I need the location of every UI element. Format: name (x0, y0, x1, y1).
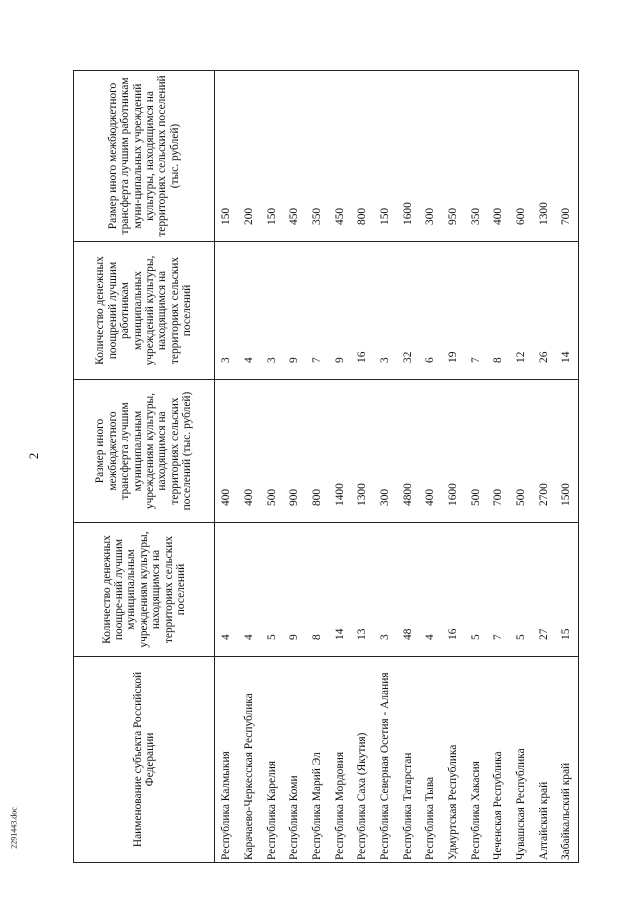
cell-worker-transfer-amount: 300 (419, 71, 442, 242)
cell-institution-awards-count: 3 (374, 523, 397, 657)
page-number: 2 (26, 452, 41, 460)
budget-transfer-table (73, 70, 579, 863)
cell-worker-awards-count: 6 (419, 242, 442, 380)
document-code: 2291443.doc (9, 807, 19, 849)
cell-worker-awards-count: 7 (465, 242, 488, 380)
header-worker-awards-count: Количество денежных поощрений лучшим работникам муниципальных учреждений культуры, находящимся на территориях сельских поселений (74, 242, 215, 380)
table-row (328, 71, 351, 863)
cell-institution-transfer-amount: 400 (419, 380, 442, 523)
cell-worker-transfer-amount: 700 (555, 71, 578, 242)
cell-institution-transfer-amount: 1600 (442, 380, 465, 523)
cell-institution-transfer-amount: 4800 (397, 380, 420, 523)
cell-region-name: Республика Саха (Якутия) (351, 657, 374, 863)
cell-region-name: Республика Марий Эл (306, 657, 329, 863)
cell-institution-transfer-amount: 1300 (351, 380, 374, 523)
cell-institution-awards-count: 5 (260, 523, 283, 657)
cell-worker-transfer-amount: 1600 (397, 71, 420, 242)
header-subject-name: Наименование субъекта Российской Федерации (74, 657, 215, 863)
cell-worker-awards-count: 16 (351, 242, 374, 380)
table-row (260, 71, 283, 863)
cell-region-name: Республика Татарстан (397, 657, 420, 863)
cell-worker-awards-count: 12 (510, 242, 533, 380)
cell-institution-awards-count: 4 (215, 523, 238, 657)
cell-institution-awards-count: 5 (510, 523, 533, 657)
cell-region-name: Республика Северная Осетия - Алания (374, 657, 397, 863)
cell-region-name: Чувашская Республика (510, 657, 533, 863)
cell-worker-transfer-amount: 150 (215, 71, 238, 242)
table-row (510, 71, 533, 863)
table-row (555, 71, 578, 863)
cell-region-name: Удмуртская Республика (442, 657, 465, 863)
cell-region-name: Республика Мордовия (328, 657, 351, 863)
table-row (442, 71, 465, 863)
rotated-table-wrapper (73, 71, 573, 863)
table-row (397, 71, 420, 863)
cell-worker-awards-count: 14 (555, 242, 578, 380)
table-row (351, 71, 374, 863)
table-row (306, 71, 329, 863)
cell-worker-transfer-amount: 800 (351, 71, 374, 242)
table-row (283, 71, 306, 863)
table-row (419, 71, 442, 863)
table-row (465, 71, 488, 863)
cell-institution-awards-count: 13 (351, 523, 374, 657)
cell-institution-transfer-amount: 900 (283, 380, 306, 523)
cell-worker-transfer-amount: 950 (442, 71, 465, 242)
cell-worker-awards-count: 9 (283, 242, 306, 380)
cell-worker-awards-count: 19 (442, 242, 465, 380)
table-row (487, 71, 510, 863)
cell-institution-awards-count: 5 (465, 523, 488, 657)
cell-region-name: Республика Карелия (260, 657, 283, 863)
header-worker-transfer-amount: Размер иного межбюджетного трансферта лучшим работникам муни-ципальных учреждений культуры, находящимся на территориях сельских поселений (тыс. рублей) (74, 71, 215, 242)
cell-institution-transfer-amount: 300 (374, 380, 397, 523)
cell-region-name: Республика Хакасия (465, 657, 488, 863)
cell-worker-transfer-amount: 350 (465, 71, 488, 242)
cell-worker-transfer-amount: 1300 (533, 71, 556, 242)
cell-institution-transfer-amount: 400 (215, 380, 238, 523)
header-institution-awards-count: Количество денежных поощре-ний лучшим муниципальным учреждениям культуры, находящимся на территориях сельских поселений (74, 523, 215, 657)
cell-institution-awards-count: 4 (419, 523, 442, 657)
table-row (238, 71, 261, 863)
cell-institution-transfer-amount: 2700 (533, 380, 556, 523)
cell-worker-awards-count: 9 (328, 242, 351, 380)
cell-institution-transfer-amount: 1500 (555, 380, 578, 523)
cell-institution-transfer-amount: 500 (510, 380, 533, 523)
cell-worker-transfer-amount: 200 (238, 71, 261, 242)
cell-institution-transfer-amount: 700 (487, 380, 510, 523)
cell-institution-transfer-amount: 1400 (328, 380, 351, 523)
cell-region-name: Карачаево-Черкесская Республика (238, 657, 261, 863)
cell-region-name: Республика Тыва (419, 657, 442, 863)
cell-worker-transfer-amount: 400 (487, 71, 510, 242)
cell-region-name: Чеченская Республика (487, 657, 510, 863)
cell-worker-awards-count: 26 (533, 242, 556, 380)
table-row (374, 71, 397, 863)
table-header-row (74, 71, 215, 863)
cell-institution-awards-count: 16 (442, 523, 465, 657)
cell-worker-transfer-amount: 150 (260, 71, 283, 242)
cell-institution-awards-count: 7 (487, 523, 510, 657)
cell-region-name: Забайкальский край (555, 657, 578, 863)
cell-institution-transfer-amount: 800 (306, 380, 329, 523)
cell-region-name: Республика Калмыкия (215, 657, 238, 863)
cell-worker-transfer-amount: 450 (283, 71, 306, 242)
cell-worker-awards-count: 3 (260, 242, 283, 380)
cell-worker-awards-count: 32 (397, 242, 420, 380)
cell-worker-transfer-amount: 600 (510, 71, 533, 242)
cell-worker-awards-count: 4 (238, 242, 261, 380)
cell-institution-awards-count: 15 (555, 523, 578, 657)
cell-worker-awards-count: 8 (487, 242, 510, 380)
cell-worker-awards-count: 3 (374, 242, 397, 380)
table-body (215, 71, 579, 863)
cell-institution-transfer-amount: 500 (260, 380, 283, 523)
cell-worker-awards-count: 7 (306, 242, 329, 380)
cell-worker-transfer-amount: 150 (374, 71, 397, 242)
table-row (533, 71, 556, 863)
cell-institution-transfer-amount: 400 (238, 380, 261, 523)
header-institution-transfer-amount: Размер иного межбюджетного трансферта лучшим муниципальным учреждениям культуры, находящимся на территориях сельских поселений (тыс. рублей) (74, 380, 215, 523)
cell-institution-awards-count: 4 (238, 523, 261, 657)
table-row (215, 71, 238, 863)
cell-institution-awards-count: 8 (306, 523, 329, 657)
cell-institution-awards-count: 14 (328, 523, 351, 657)
cell-institution-awards-count: 48 (397, 523, 420, 657)
cell-region-name: Алтайский край (533, 657, 556, 863)
cell-institution-transfer-amount: 500 (465, 380, 488, 523)
cell-region-name: Республика Коми (283, 657, 306, 863)
cell-institution-awards-count: 9 (283, 523, 306, 657)
cell-institution-awards-count: 27 (533, 523, 556, 657)
cell-worker-transfer-amount: 450 (328, 71, 351, 242)
cell-worker-awards-count: 3 (215, 242, 238, 380)
cell-worker-transfer-amount: 350 (306, 71, 329, 242)
